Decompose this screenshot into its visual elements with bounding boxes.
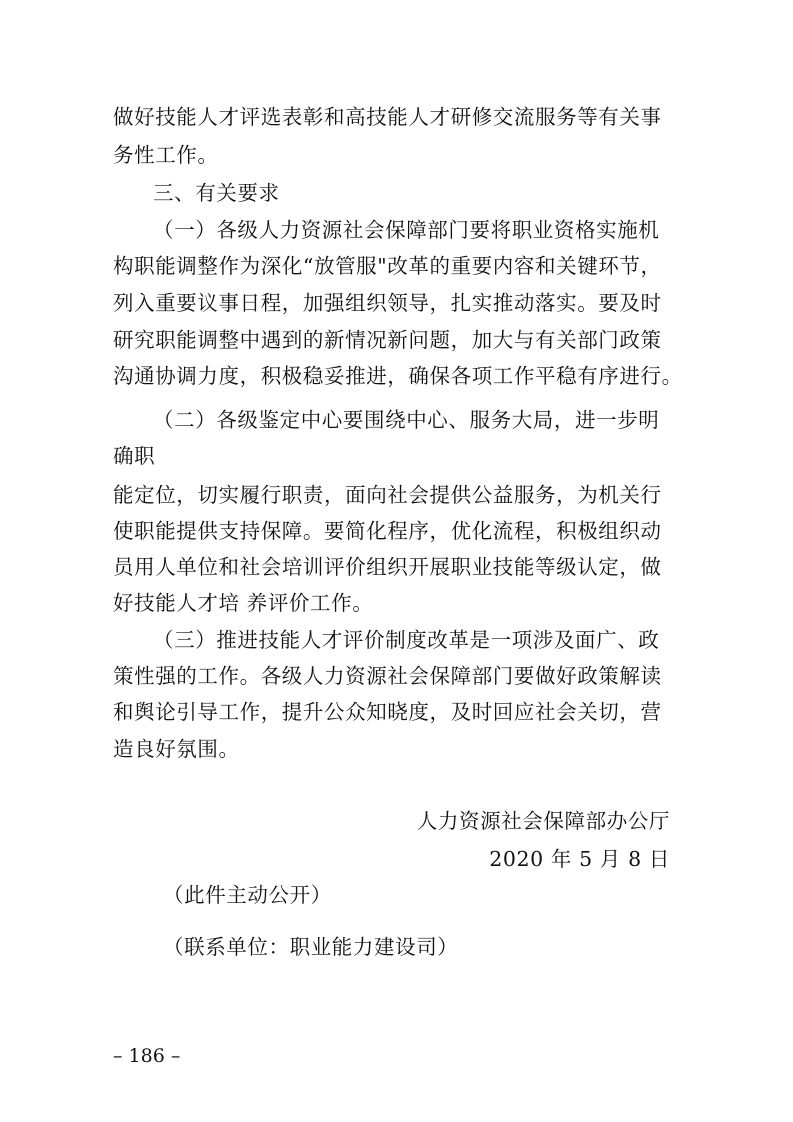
para-2-line-2: 确职 <box>113 444 156 468</box>
signature-org: 人力资源社会保障部办公厅 <box>416 809 670 833</box>
para-1-line-4: 研究职能调整中遇到的新情况新问题，加大与有关部门政策 <box>113 328 662 352</box>
page-number: – 186 – <box>113 1045 181 1067</box>
disclosure-note: （此件主动公开） <box>163 883 332 907</box>
para-2-line-6: 好技能人才培 养评价工作。 <box>113 591 374 615</box>
para-2-line-3: 能定位，切实履行职责，面向社会提供公益服务，为机关行 <box>113 483 662 507</box>
contact-note: （联系单位：职业能力建设司） <box>163 935 459 959</box>
para-1-line-3: 列入重要议事日程，加强组织领导，扎实推动落实。要及时 <box>113 291 662 315</box>
section-heading: 三、有关要求 <box>153 181 280 205</box>
para-1-line-1: （一）各级人力资源社会保障部门要将职业资格实施机 <box>153 218 660 242</box>
para-2-line-4: 使职能提供支持保障。要简化程序，优化流程，积极组织动 <box>113 519 662 543</box>
body-line-1: 做好技能人才评选表彰和高技能人才研修交流服务等有关事 <box>113 105 662 129</box>
para-1-line-2: 构职能调整作为深化“放管服"改革的重要内容和关键环节， <box>113 254 662 278</box>
para-2-line-5: 员用人单位和社会培训评价组织开展职业技能等级认定，做 <box>113 555 662 579</box>
para-1-line-5: 沟通协调力度，积极稳妥推进，确保各项工作平稳有序进行。 <box>113 364 683 388</box>
para-2-line-1: （二）各级鉴定中心要围绕中心、服务大局，进一步明 <box>153 408 660 432</box>
para-3-line-1: （三）推进技能人才评价制度改革是一项涉及面广、政 <box>153 628 660 652</box>
para-3-line-4: 造良好氛围。 <box>113 737 240 761</box>
para-3-line-2: 策性强的工作。各级人力资源社会保障部门要做好政策解读 <box>113 664 662 688</box>
para-3-line-3: 和舆论引导工作，提升公众知晓度，及时回应社会关切，营 <box>113 700 662 724</box>
signature-date: 2020 年 5 月 8 日 <box>489 847 670 871</box>
body-line-2: 务性工作。 <box>113 143 219 167</box>
